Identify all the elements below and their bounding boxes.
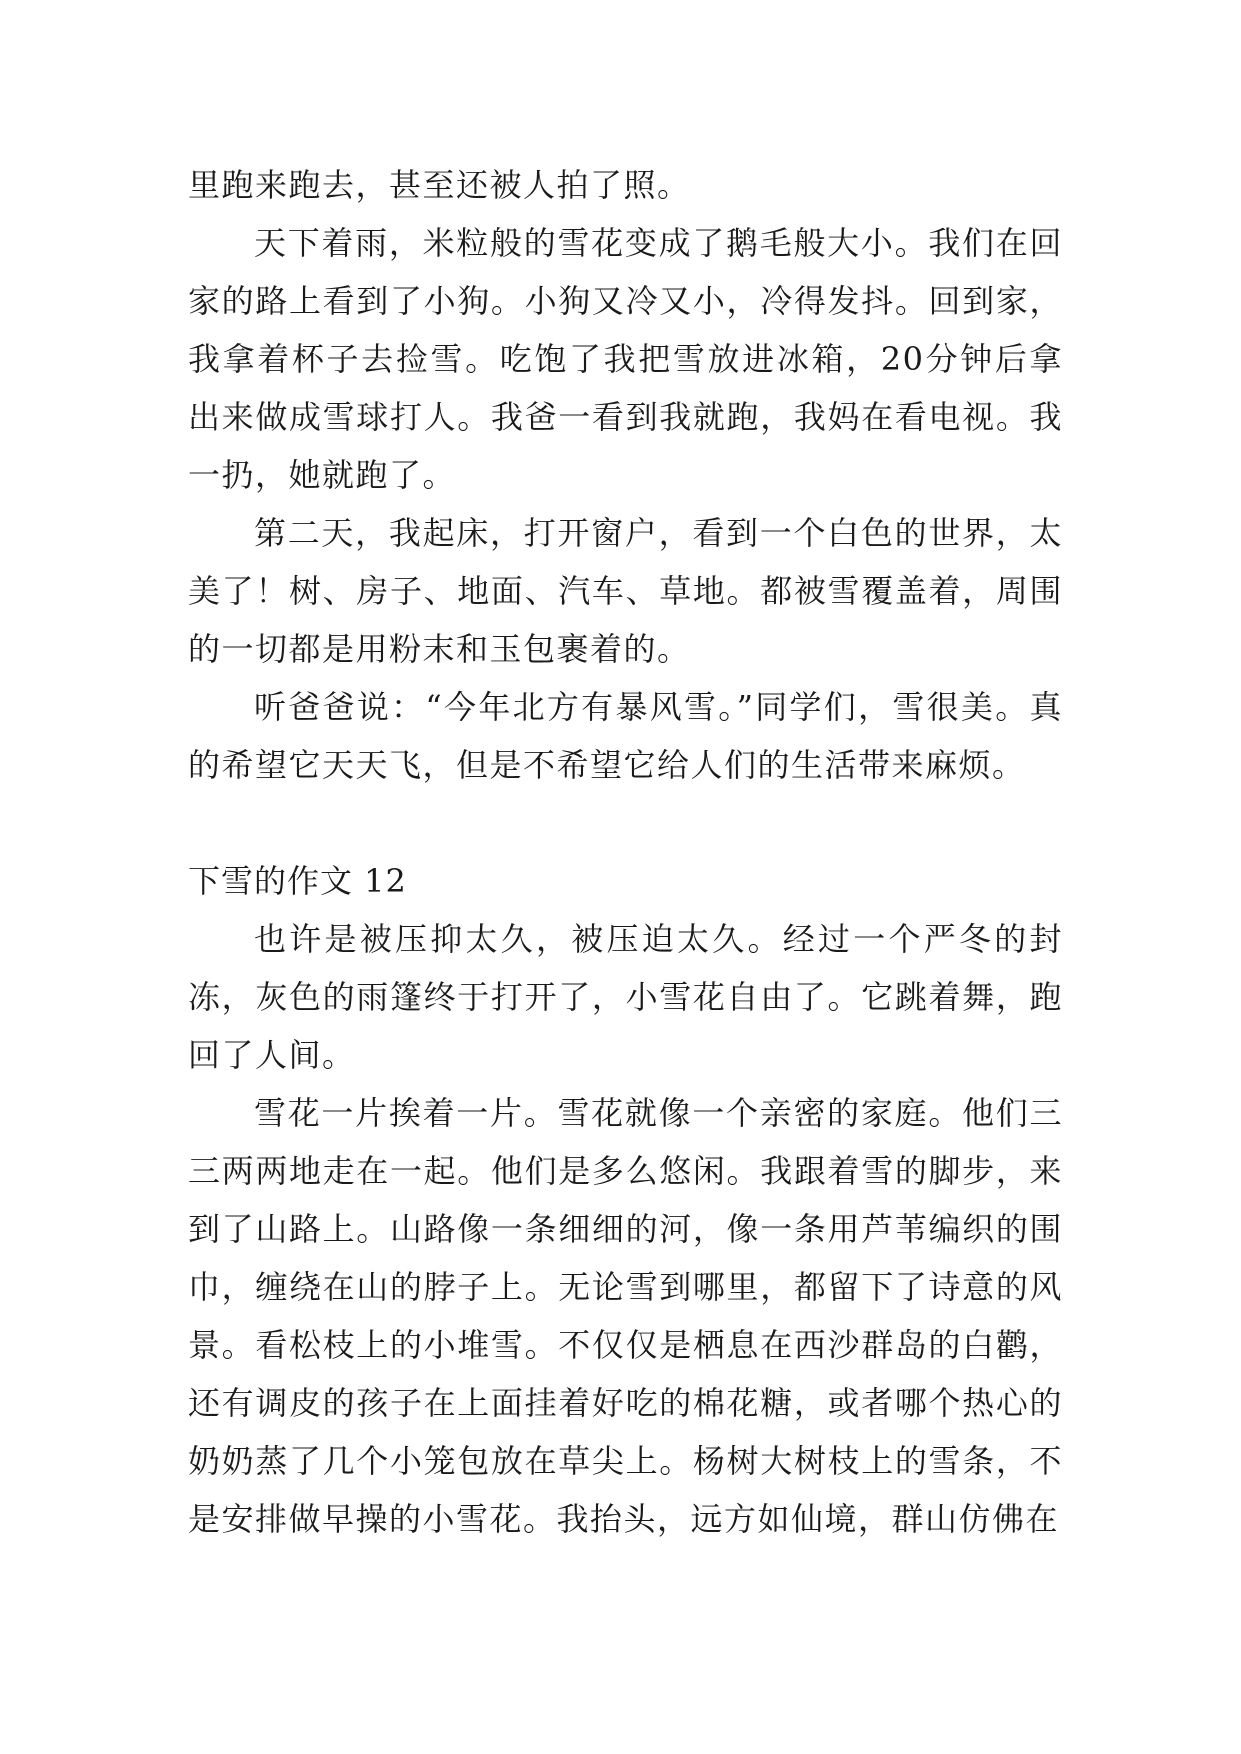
section-title: 下雪的作文 12	[188, 862, 407, 900]
paragraph-suppressed: 也许是被压抑太久，被压迫太久。经过一个严冬的封冻，灰色的雨篷终于打开了，小雪花自由了。它跳着舞，跑回了人间。	[188, 920, 1063, 1074]
paragraph-snowflakes: 雪花一片挨着一片。雪花就像一个亲密的家庭。他们三三两两地走在一起。他们是多么悠闲。我跟着雪的脚步，来到了山路上。山路像一条细细的河，像一条用芦苇编织的围巾，缠绕在山的脖子上。无论雪到哪里，都留下了诗意的风景。看松枝上的小堆雪。不仅仅是栖息在西沙群岛的白鹳，还有调皮的孩子在上面挂着好吃的棉花糖，或者哪个热心的奶奶蒸了几个小笼包放在草尖上。杨树大树枝上的雪条，不是安排做早操的小雪花。我抬头，远方如仙境，群山仿佛在	[188, 1094, 1063, 1538]
paragraph-next-day: 第二天，我起床，打开窗户，看到一个白色的世界，太美了！树、房子、地面、汽车、草地。都被雪覆盖着，周围的一切都是用粉末和玉包裹着的。	[188, 514, 1063, 668]
paragraph-rain-snow: 天下着雨，米粒般的雪花变成了鹅毛般大小。我们在回家的路上看到了小狗。小狗又冷又小，冷得发抖。回到家，我拿着杯子去捡雪。吃饱了我把雪放进冰箱，20分钟后拿出来做成雪球打人。我爸一看到我就跑，我妈在看电视。我一扔，她就跑了。	[188, 224, 1063, 494]
paragraph-continuation: 里跑来跑去，甚至还被人拍了照。	[188, 166, 691, 204]
document-body	[188, 156, 1063, 1548]
paragraph-dad-says: 听爸爸说：“今年北方有暴风雪。”同学们，雪很美。真的希望它天天飞，但是不希望它给人们的生活带来麻烦。	[188, 688, 1063, 784]
